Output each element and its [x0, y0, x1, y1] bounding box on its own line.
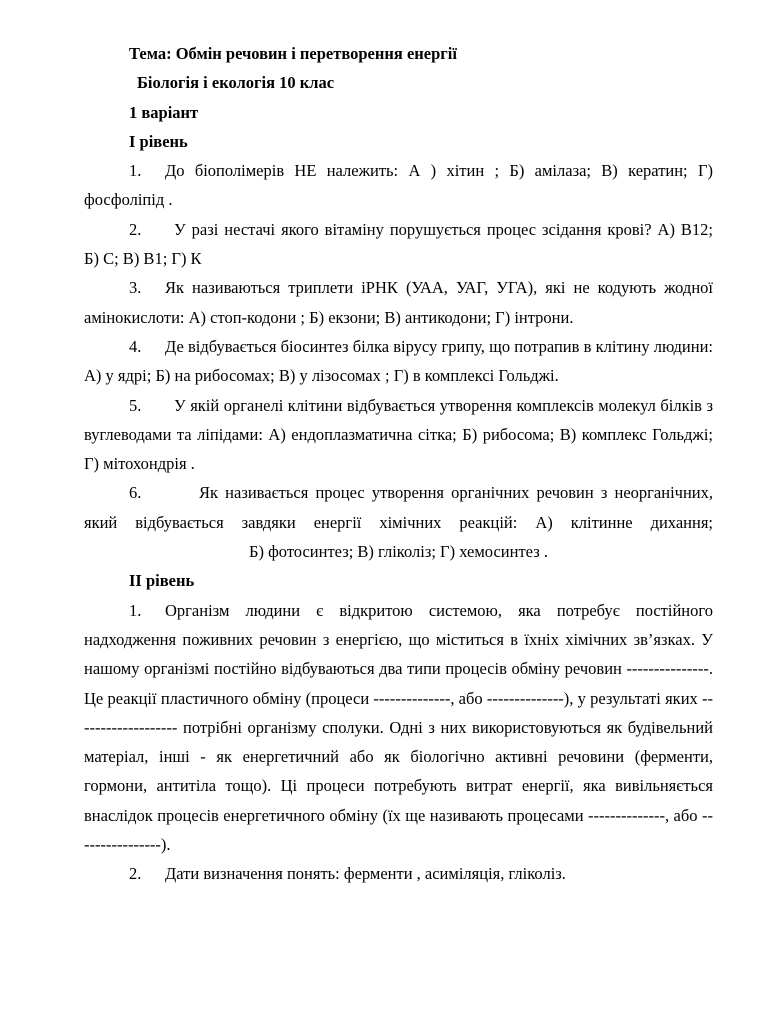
question-3 [84, 273, 713, 332]
question-text: Де відбувається біосинтез білка вірусу грипу, що потрапив в клітину людини: А) у ядрі; Б) на рибосомах; В) у лізосомах ; Г) в комплексі Гольджі. [84, 336, 713, 386]
question-number: 6. [129, 483, 142, 503]
task-number: 1. [129, 600, 142, 620]
task-text: Організм людини є відкритою системою, яка потребує постійного надходження поживних речовин з енергією, що міститься в їхніх хімічних зв’язках. У нашому організмі постійно відбуваються два типи процесів обміну речовин ---------------. Це реакції пластичного обміну (процеси --------------, або --------------), у результаті яких ------------------- потрібні організму сполуки. Одні з них використовуються як будівельний матеріал, інші - як енергетичний або як біологічно активні речовини (ферменти, гормони, антитіла тощо). Ці процеси потребують витрат енергії, яка вивільняється внаслідок процесів енергетичного обміну (їх ще називають процесами --------------, або ----------------). [84, 600, 713, 855]
subject-heading: Біологія і екологія 10 клас [137, 73, 335, 93]
topic-heading: Тема: Обмін речовин і перетворення енергії [129, 44, 457, 63]
question-4 [84, 332, 713, 391]
question-number: 5. [129, 395, 142, 415]
question-number: 3. [129, 278, 142, 298]
question-number: 1. [129, 161, 142, 181]
level-2-heading: ІІ рівень [129, 571, 195, 591]
question-text: У якій органелі клітини відбувається утворення комплексів молекул білків з вуглеводами та ліпідами: А) ендоплазматична сітка; Б) рибосома; В) комплекс Гольджі; Г) мітохондрія . [84, 395, 713, 474]
question-text: Як називається процес утворення органічних речовин з неорганічних, який відбувається завдяки енергії хімічних реакцій: А) клітинне дихання; [84, 483, 713, 532]
task-number: 2. [129, 864, 142, 884]
level-1-heading: І рівень [129, 131, 188, 151]
question-text: У разі нестачі якого вітаміну порушується процес зсідання крові? А) В12; Б) С; В) В1; Г) К [84, 219, 713, 269]
task-2 [84, 859, 713, 888]
question-options-tail: Б) фотосинтез; В) гліколіз; Г) хемосинтез . [249, 542, 548, 562]
question-2 [84, 215, 713, 274]
question-text: До біополімерів НЕ належить: А ) хітин ; Б) амілаза; В) кератин; Г) фосфоліпід . [84, 161, 713, 210]
variant-heading: 1 варіант [129, 102, 199, 122]
task-1 [84, 596, 713, 860]
task-text: Дати визначення понять: ферменти , асиміляція, гліколіз. [165, 864, 566, 884]
question-1 [84, 156, 713, 215]
question-number: 4. [129, 336, 142, 356]
question-6 [84, 478, 713, 566]
worksheet-page [84, 39, 713, 889]
question-number: 2. [129, 219, 142, 239]
question-5 [84, 391, 713, 479]
question-text: Як називаються триплети іРНК (УАА, УАГ, УГА), які не кодують жодної амінокислоти: А) стоп-кодони ; Б) екзони; В) антикодони; Г) інтрони. [84, 278, 713, 327]
